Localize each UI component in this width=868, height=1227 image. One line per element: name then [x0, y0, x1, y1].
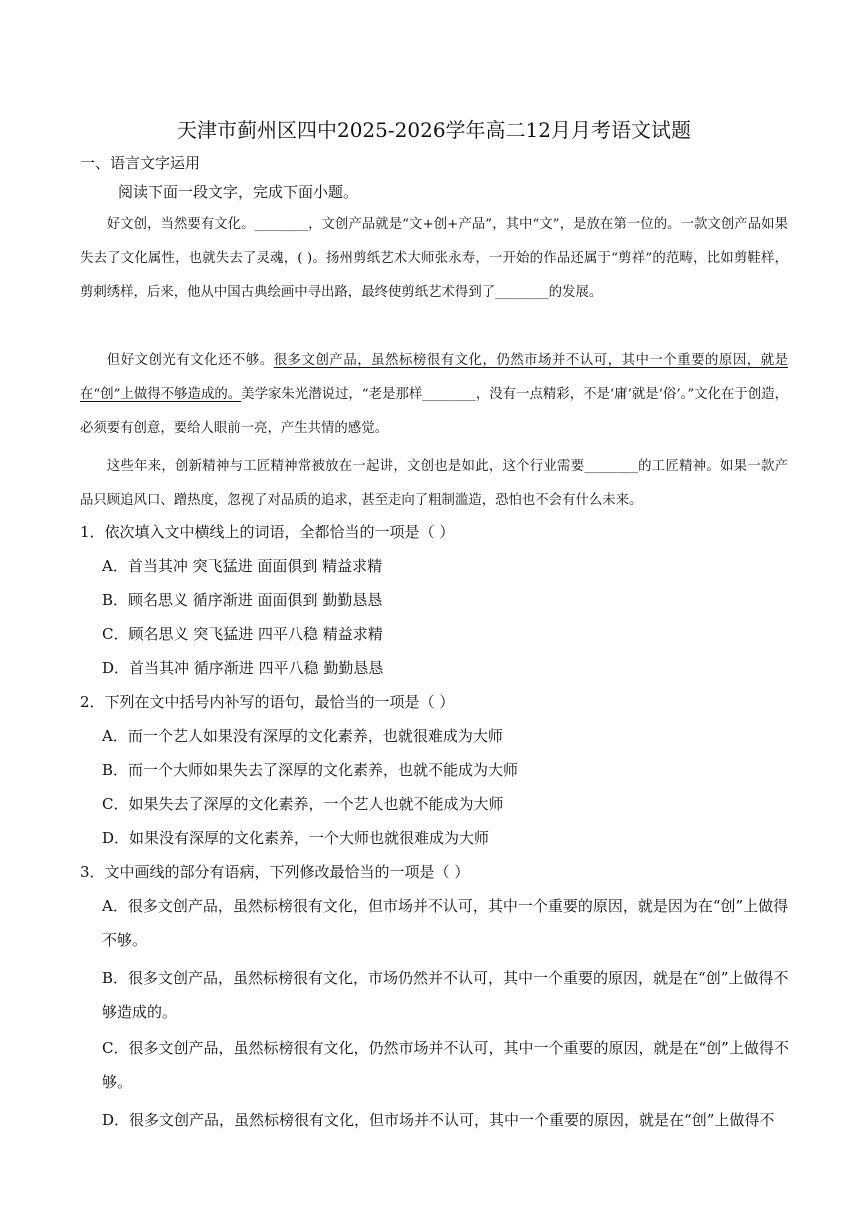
passage-paragraph-3: 这些年来，创新精神与工匠精神常被放在一起讲，文创也是如此，这个行业需要________的工匠精神。如果一款产品只顾追风口、蹭热度，忽视了对品质的追求，甚至走向了粗制滥造，恐怕也不会有什么未来。 [80, 459, 788, 508]
question-3-option-c: C．很多文创产品，虽然标榜很有文化，仍然市场并不认可，其中一个重要的原因，就是在“创”上做得不够。 [102, 1039, 789, 1091]
question-1-stem: 1．依次填入文中横线上的词语，全都恰当的一项是（ ） [80, 523, 455, 541]
question-2-stem: 2．下列在文中括号内补写的语句，最恰当的一项是（ ） [80, 693, 455, 711]
question-2-option-a: A．而一个艺人如果没有深厚的文化素养，也就很难成为大师 [102, 727, 503, 745]
question-2-option-b: B．而一个大师如果失去了深厚的文化素养，也就不能成为大师 [102, 761, 519, 779]
page-title: 天津市蓟州区四中2025-2026学年高二12月月考语文试题 [176, 118, 691, 142]
instruction-text: 阅读下面一段文字，完成下面小题。 [118, 183, 359, 201]
passage-paragraph-1: 好文创，当然要有文化。________，文创产品就是“文+创+产品”，其中“文”，是放在第一位的。一款文创产品如果失去了文化属性，也就失去了灵魂，( )。扬州剪纸艺术大师张永寿，一开始的作品还属于“剪祥”的范畴，比如剪鞋样，剪刺绣样，后来，他从中国古典绘画中寻出路，最终使剪纸艺术得到了________的发展。 [80, 217, 788, 300]
passage-paragraph-2 [80, 344, 788, 446]
question-3-option-d: D．很多文创产品，虽然标榜很有文化，但市场并不认可，其中一个重要的原因，就是在“创”上做得不 [102, 1111, 775, 1129]
question-3-option-b: B．很多文创产品，虽然标榜很有文化，市场仍然并不认可，其中一个重要的原因，就是在“创”上做得不够造成的。 [102, 969, 789, 1021]
question-1-option-b: B．顾名思义 循序渐进 面面俱到 勤勤恳恳 [102, 591, 383, 609]
question-2-option-c: C．如果失去了深厚的文化素养，一个艺人也就不能成为大师 [102, 795, 504, 813]
passage-p2-lead: 但好文创光有文化还不够。 [106, 353, 274, 368]
passage-p2-tail: 美学家朱光潜说过，“老是那样________，没有一点精彩，不是‘庸’就是‘俗’。”文化在于创造，必须要有创意，要给人眼前一亮，产生共情的感觉。 [80, 387, 788, 436]
section-heading: 一、语言文字运用 [80, 154, 201, 172]
question-3-stem: 3．文中画线的部分有语病，下列修改最恰当的一项是（ ） [80, 863, 470, 881]
question-1-option-d: D．首当其冲 循序渐进 四平八稳 勤勤恳恳 [102, 659, 384, 677]
question-3-option-a: A．很多文创产品，虽然标榜很有文化，但市场并不认可，其中一个重要的原因，就是因为在“创”上做得不够。 [102, 897, 789, 949]
question-2-option-d: D．如果没有深厚的文化素养，一个大师也就很难成为大师 [102, 829, 490, 847]
underlined-sentence: 很多文创产品，虽然标榜很有文化，仍然市场并不认可，其中一个重要的原因，就是在“创”上做得不够造成的。 [80, 353, 788, 402]
question-1-option-c: C．顾名思义 突飞猛进 四平八稳 精益求精 [102, 625, 383, 643]
question-1-option-a: A．首当其冲 突飞猛进 面面俱到 精益求精 [102, 557, 383, 575]
